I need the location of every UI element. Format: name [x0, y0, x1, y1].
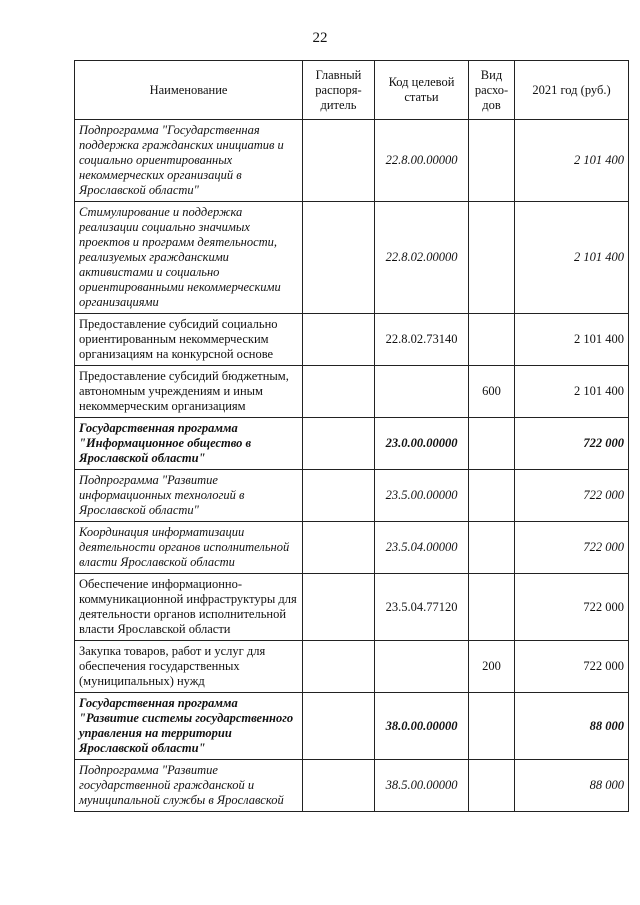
cell-name: Подпрограмма "Развитие государственной гражданской и муниципальной службы в Ярославской: [75, 760, 303, 812]
table-row: [75, 202, 629, 314]
cell-name: Подпрограмма "Развитие информационных технологий в Ярославской области": [75, 470, 303, 522]
table-row: [75, 418, 629, 470]
cell-amount: 722 000: [515, 418, 629, 470]
cell-type: 200: [469, 641, 515, 693]
table-row: [75, 366, 629, 418]
cell-name: Стимулирование и поддержка реализации социально значимых проектов и программ деятельности, реализуемых гражданскими активистами и социально ориентированными некоммерческими организациями: [75, 202, 303, 314]
cell-amount: 2 101 400: [515, 366, 629, 418]
header-name: Наименование: [75, 61, 303, 120]
cell-type: [469, 202, 515, 314]
table-row: [75, 760, 629, 812]
table-header-row: [75, 61, 629, 120]
table-row: [75, 522, 629, 574]
cell-amount: 2 101 400: [515, 202, 629, 314]
cell-type: [469, 574, 515, 641]
table-row: [75, 693, 629, 760]
cell-code: [375, 366, 469, 418]
cell-code: 22.8.02.73140: [375, 314, 469, 366]
cell-name: Координация информатизации деятельности органов исполнительной власти Ярославской области: [75, 522, 303, 574]
cell-name: Закупка товаров, работ и услуг для обеспечения государственных (муниципальных) нужд: [75, 641, 303, 693]
table-row: [75, 120, 629, 202]
cell-type: [469, 522, 515, 574]
page-number: 22: [312, 30, 328, 46]
cell-code: 38.5.00.00000: [375, 760, 469, 812]
cell-type: [469, 760, 515, 812]
header-admin: Главный распоря-дитель: [303, 61, 375, 120]
table-row: [75, 314, 629, 366]
cell-admin: [303, 366, 375, 418]
cell-admin: [303, 120, 375, 202]
cell-code: [375, 641, 469, 693]
cell-code: 22.8.02.00000: [375, 202, 469, 314]
cell-amount: 88 000: [515, 760, 629, 812]
cell-amount: 722 000: [515, 470, 629, 522]
header-amount: 2021 год (руб.): [515, 61, 629, 120]
cell-type: [469, 120, 515, 202]
cell-type: [469, 470, 515, 522]
cell-admin: [303, 574, 375, 641]
cell-amount: 88 000: [515, 693, 629, 760]
cell-amount: 722 000: [515, 574, 629, 641]
cell-name: Подпрограмма "Государственная поддержка гражданских инициатив и социально ориентированных некоммерческих организаций в Ярославской области": [75, 120, 303, 202]
header-code: Код целевой статьи: [375, 61, 469, 120]
cell-code: 22.8.00.00000: [375, 120, 469, 202]
cell-amount: 2 101 400: [515, 314, 629, 366]
cell-admin: [303, 202, 375, 314]
table-row: [75, 574, 629, 641]
cell-type: [469, 314, 515, 366]
cell-admin: [303, 522, 375, 574]
budget-table: [74, 60, 629, 812]
header-type: Вид расхо-дов: [469, 61, 515, 120]
cell-name: Государственная программа "Информационное общество в Ярославской области": [75, 418, 303, 470]
cell-type: [469, 418, 515, 470]
cell-code: 23.0.00.00000: [375, 418, 469, 470]
cell-admin: [303, 314, 375, 366]
cell-code: 38.0.00.00000: [375, 693, 469, 760]
cell-code: 23.5.04.77120: [375, 574, 469, 641]
cell-admin: [303, 693, 375, 760]
cell-type: [469, 693, 515, 760]
cell-admin: [303, 641, 375, 693]
cell-amount: 722 000: [515, 641, 629, 693]
cell-name: Обеспечение информационно-коммуникационной инфраструктуры для деятельности органов исполнительной власти Ярославской области: [75, 574, 303, 641]
cell-type: 600: [469, 366, 515, 418]
cell-amount: 2 101 400: [515, 120, 629, 202]
cell-name: Предоставление субсидий социально ориентированным некоммерческим организациям на конкурсной основе: [75, 314, 303, 366]
cell-admin: [303, 470, 375, 522]
cell-amount: 722 000: [515, 522, 629, 574]
table-row: [75, 470, 629, 522]
cell-admin: [303, 418, 375, 470]
cell-code: 23.5.00.00000: [375, 470, 469, 522]
cell-code: 23.5.04.00000: [375, 522, 469, 574]
cell-name: Предоставление субсидий бюджетным, автономным учреждениям и иным некоммерческим организациям: [75, 366, 303, 418]
table-row: [75, 641, 629, 693]
cell-name: Государственная программа "Развитие системы государственного управления на территории Ярославской области": [75, 693, 303, 760]
cell-admin: [303, 760, 375, 812]
table-body: [75, 120, 629, 812]
